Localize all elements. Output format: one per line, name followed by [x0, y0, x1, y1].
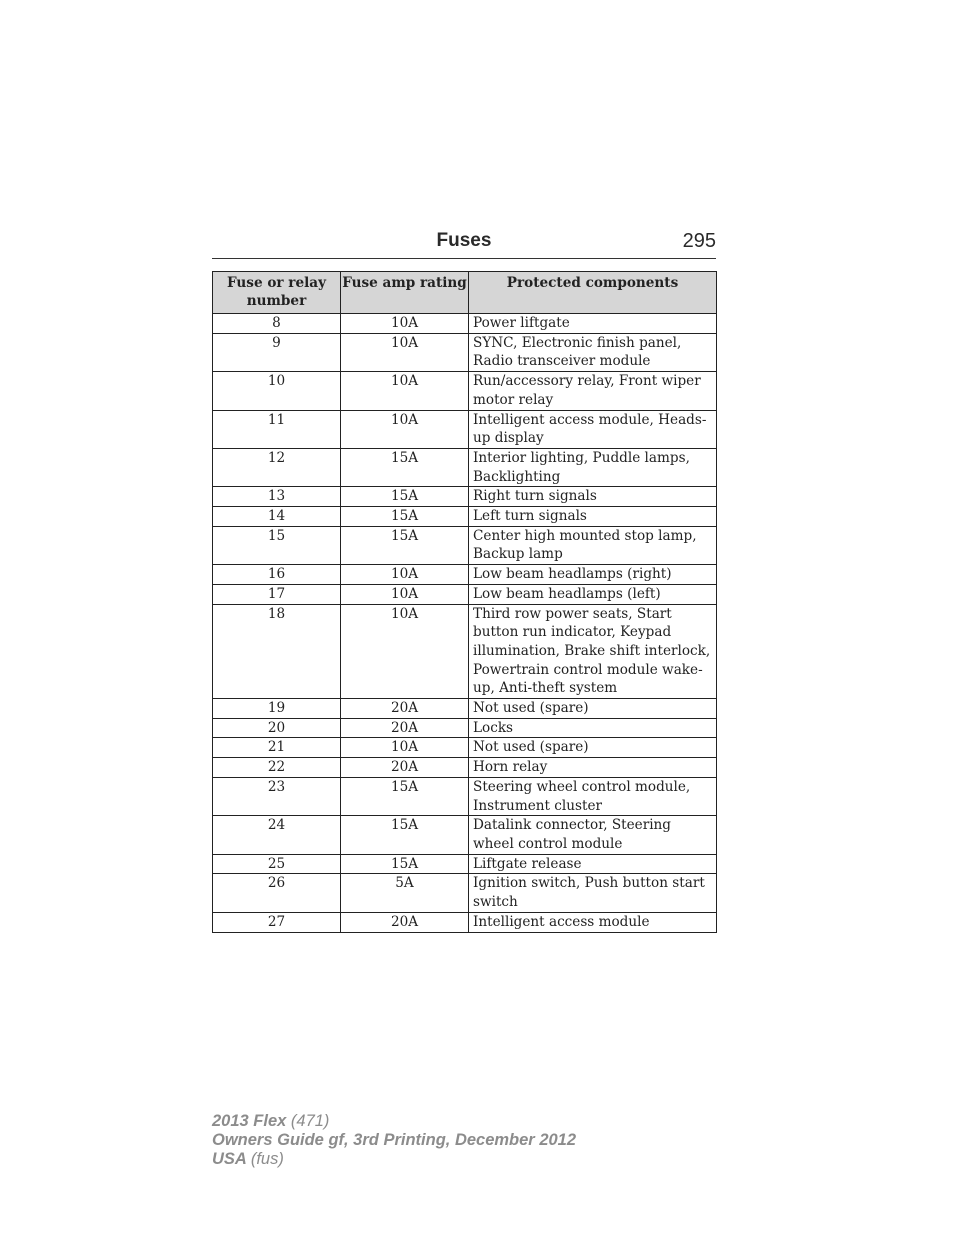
section-title: Fuses	[436, 230, 492, 251]
fuse-number-cell: 19	[213, 699, 341, 719]
protected-components-cell: Third row power seats, Start button run indicator, Keypad illumination, Brake shift interlock, Powertrain control module wake-up, Anti-theft system	[469, 604, 717, 699]
protected-components-cell: Steering wheel control module, Instrument cluster	[469, 777, 717, 815]
table-row	[213, 333, 717, 371]
protected-components-cell: Not used (spare)	[469, 699, 717, 719]
protected-components-cell: Intelligent access module	[469, 912, 717, 932]
protected-components-cell: Low beam headlamps (right)	[469, 565, 717, 585]
amp-rating-cell: 15A	[341, 507, 469, 527]
fuse-number-cell: 10	[213, 372, 341, 410]
protected-components-cell: Horn relay	[469, 758, 717, 778]
protected-components-cell: Low beam headlamps (left)	[469, 584, 717, 604]
amp-rating-cell: 15A	[341, 487, 469, 507]
footer-market: USA	[212, 1150, 247, 1168]
protected-components-cell: Right turn signals	[469, 487, 717, 507]
fuse-number-cell: 23	[213, 777, 341, 815]
table-header-row	[213, 272, 717, 314]
amp-rating-cell: 10A	[341, 584, 469, 604]
column-header-protected-components: Protected components	[469, 272, 717, 314]
table-row	[213, 718, 717, 738]
table-row	[213, 758, 717, 778]
table-row	[213, 854, 717, 874]
fuse-number-cell: 24	[213, 816, 341, 854]
table-row	[213, 565, 717, 585]
footer-model-code: (471)	[290, 1112, 330, 1130]
amp-rating-cell: 20A	[341, 718, 469, 738]
fuse-number-cell: 20	[213, 718, 341, 738]
page-header	[212, 228, 716, 258]
amp-rating-cell: 10A	[341, 333, 469, 371]
amp-rating-cell: 15A	[341, 777, 469, 815]
fuse-number-cell: 13	[213, 487, 341, 507]
fuse-number-cell: 8	[213, 314, 341, 334]
fuse-number-cell: 9	[213, 333, 341, 371]
protected-components-cell: Left turn signals	[469, 507, 717, 527]
protected-components-cell: Not used (spare)	[469, 738, 717, 758]
page-number: 295	[682, 230, 716, 252]
table-row	[213, 699, 717, 719]
table-row	[213, 314, 717, 334]
fuse-number-cell: 17	[213, 584, 341, 604]
amp-rating-cell: 10A	[341, 565, 469, 585]
footer-model-line	[212, 1112, 576, 1131]
protected-components-cell: Datalink connector, Steering wheel control module	[469, 816, 717, 854]
table-row	[213, 777, 717, 815]
footer-market-code: (fus)	[250, 1150, 284, 1168]
fuse-number-cell: 11	[213, 410, 341, 448]
amp-rating-cell: 10A	[341, 410, 469, 448]
amp-rating-cell: 10A	[341, 604, 469, 699]
protected-components-cell: Center high mounted stop lamp, Backup lamp	[469, 526, 717, 564]
table-row	[213, 604, 717, 699]
fuse-number-cell: 12	[213, 448, 341, 486]
amp-rating-cell: 5A	[341, 874, 469, 912]
fuse-number-cell: 15	[213, 526, 341, 564]
fuse-number-cell: 26	[213, 874, 341, 912]
amp-rating-cell: 20A	[341, 758, 469, 778]
fuse-number-cell: 22	[213, 758, 341, 778]
table-row	[213, 912, 717, 932]
protected-components-cell: Run/accessory relay, Front wiper motor relay	[469, 372, 717, 410]
fuse-number-cell: 14	[213, 507, 341, 527]
table-row	[213, 738, 717, 758]
table-row	[213, 584, 717, 604]
amp-rating-cell: 15A	[341, 448, 469, 486]
protected-components-cell: Locks	[469, 718, 717, 738]
amp-rating-cell: 15A	[341, 854, 469, 874]
fuse-number-cell: 25	[213, 854, 341, 874]
protected-components-cell: SYNC, Electronic finish panel, Radio transceiver module	[469, 333, 717, 371]
protected-components-cell: Intelligent access module, Heads-up display	[469, 410, 717, 448]
table-row	[213, 507, 717, 527]
table-row	[213, 448, 717, 486]
table-row	[213, 410, 717, 448]
fuse-table	[212, 271, 717, 933]
header-divider	[212, 258, 716, 259]
fuse-number-cell: 18	[213, 604, 341, 699]
footer-market-line	[212, 1150, 576, 1169]
amp-rating-cell: 15A	[341, 816, 469, 854]
table-row	[213, 372, 717, 410]
amp-rating-cell: 20A	[341, 912, 469, 932]
page-footer	[212, 1112, 576, 1169]
table-row	[213, 816, 717, 854]
column-header-fuse-number: Fuse or relay number	[213, 272, 341, 314]
fuse-number-cell: 21	[213, 738, 341, 758]
protected-components-cell: Ignition switch, Push button start switch	[469, 874, 717, 912]
protected-components-cell: Liftgate release	[469, 854, 717, 874]
amp-rating-cell: 20A	[341, 699, 469, 719]
table-row	[213, 874, 717, 912]
footer-model: 2013 Flex	[212, 1112, 287, 1130]
amp-rating-cell: 10A	[341, 314, 469, 334]
footer-guide: Owners Guide gf, 3rd Printing, December 2012	[212, 1131, 577, 1149]
fuse-number-cell: 16	[213, 565, 341, 585]
amp-rating-cell: 10A	[341, 738, 469, 758]
protected-components-cell: Interior lighting, Puddle lamps, Backlighting	[469, 448, 717, 486]
protected-components-cell: Power liftgate	[469, 314, 717, 334]
column-header-amp-rating: Fuse amp rating	[341, 272, 469, 314]
fuse-number-cell: 27	[213, 912, 341, 932]
table-row	[213, 526, 717, 564]
amp-rating-cell: 15A	[341, 526, 469, 564]
amp-rating-cell: 10A	[341, 372, 469, 410]
table-row	[213, 487, 717, 507]
